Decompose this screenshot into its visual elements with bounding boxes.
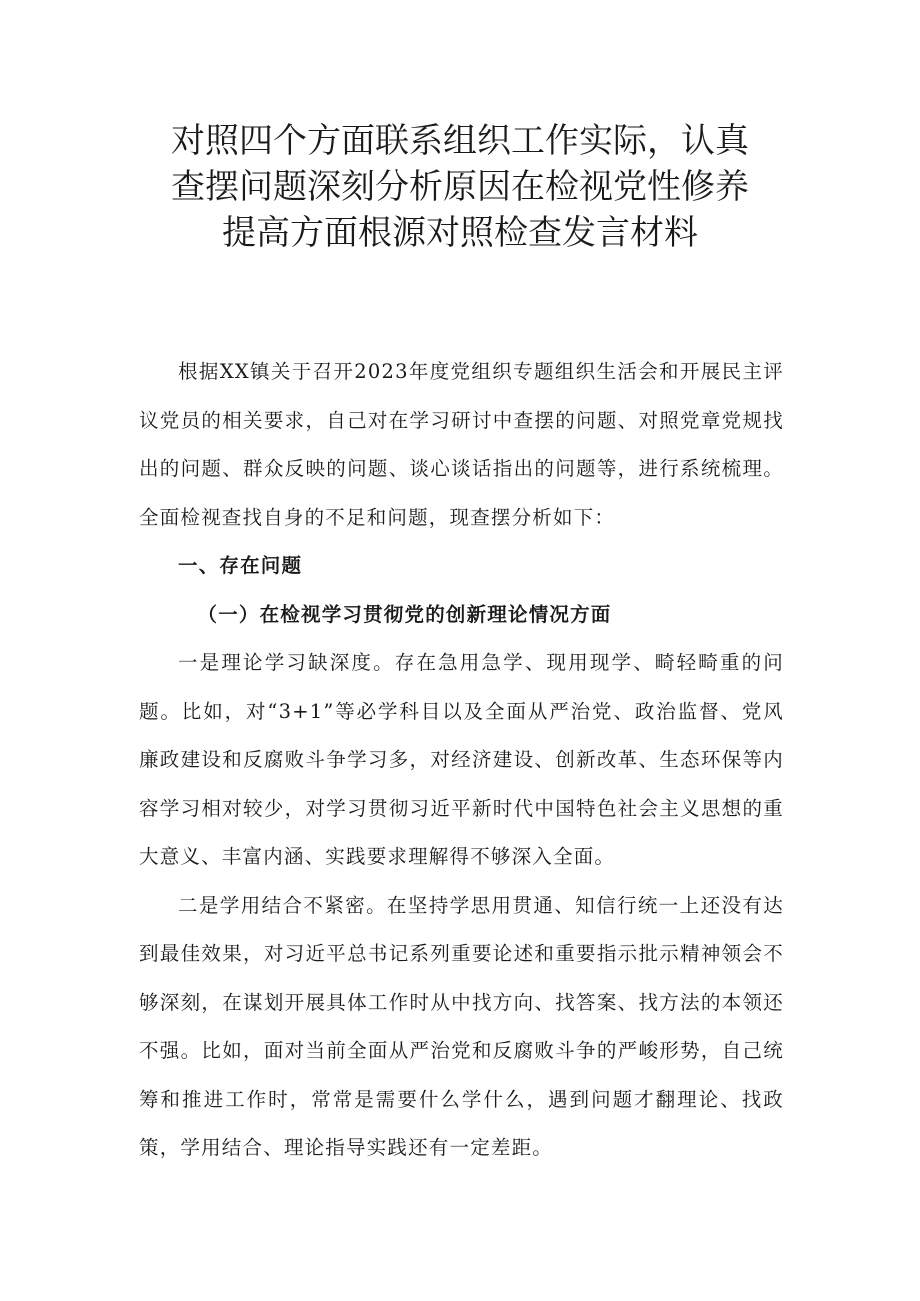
title-line-3: 提高方面根源对照检查发言材料 [222, 213, 698, 253]
intro-paragraph: 根据XX镇关于召开2023年度党组织专题组织生活会和开展民主评议党员的相关要求，自己对在学习研讨中查摆的问题、对照党章党规找出的问题、群众反映的问题、谈心谈话指出的问题等，进行系统梳理。全面检视查找自身的不足和问题，现查摆分析如下： [139, 360, 784, 529]
subsection-heading: （一）在检视学习贯彻党的创新理论情况方面 [197, 602, 612, 626]
point-1-paragraph: 一是理论学习缺深度。存在急用急学、现用现学、畸轻畸重的问题。比如，对“3+1”等必学科目以及全面从严治党、政治监督、党风廉政建设和反腐败斗争学习多，对经济建设、创新改革、生态环保等内容学习相对较少，对学习贯彻习近平新时代中国特色社会主义思想的重大意义、丰富内涵、实践要求理解得不够深入全面。 [139, 651, 784, 868]
document-body [139, 348, 784, 1173]
title-line-1: 对照四个方面联系组织工作实际，认真 [171, 121, 749, 161]
document-title [120, 118, 800, 256]
section-heading: 一、存在问题 [178, 554, 303, 577]
title-line-2: 查摆问题深刻分析原因在检视党性修养 [171, 167, 749, 207]
point-2-paragraph: 二是学用结合不紧密。在坚持学思用贯通、知信行统一上还没有达到最佳效果，对习近平总书记系列重要论述和重要指示批示精神领会不够深刻，在谋划开展具体工作时从中找方向、找答案、找方法的本领还不强。比如，面对当前全面从严治党和反腐败斗争的严峻形势，自己统筹和推进工作时，常常是需要什么学什么，遇到问题才翻理论、找政策，学用结合、理论指导实践还有一定差距。 [139, 893, 784, 1159]
